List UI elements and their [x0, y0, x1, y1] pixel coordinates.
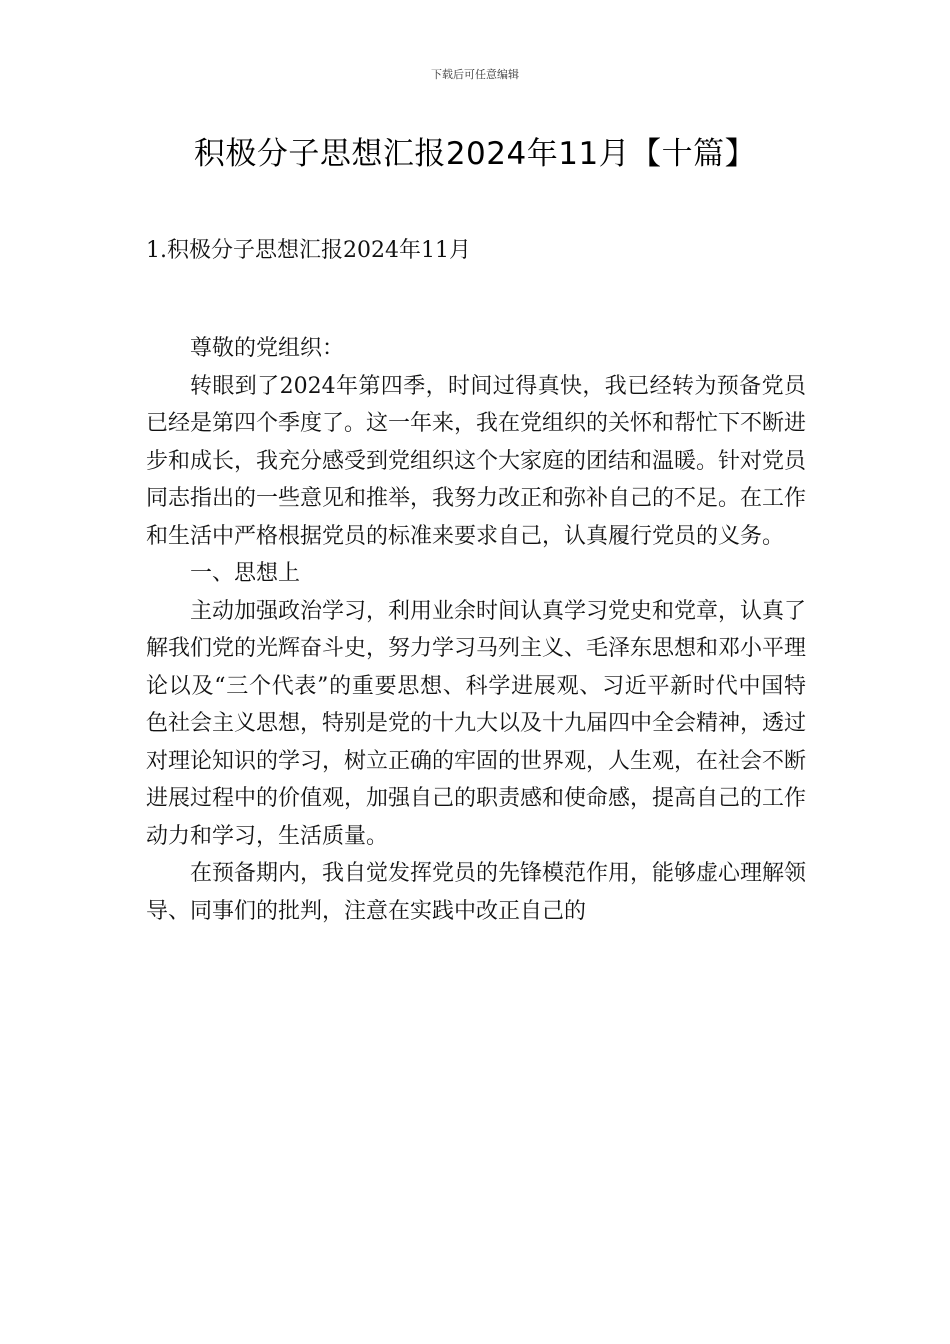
header-note: 下载后可任意编辑: [431, 68, 519, 81]
document-title: 积极分子思想汇报2024年11月【十篇】: [193, 136, 757, 172]
section-heading: 1.积极分子思想汇报2024年11月: [146, 238, 471, 263]
salutation: 尊敬的党组织：: [190, 336, 345, 361]
paragraph: 在预备期内，我自觉发挥党员的先锋模范作用，能够虚心理解领导、同事们的批判，注意在实践中改正自己的: [146, 861, 807, 924]
paragraph: 主动加强政治学习，利用业余时间认真学习党史和党章，认真了解我们党的光辉奋斗史，努力学习马列主义、毛泽东思想和邓小平理论以及“三个代表”的重要思想、科学进展观、习近平新时代中国特色社会主义思想，特别是党的十九大以及十九届四中全会精神，透过对理论知识的学习，树立正确的牢固的世界观，人生观，在社会不断进展过程中的价值观，加强自己的职责感和使命感，提高自己的工作动力和学习，生活质量。: [146, 598, 807, 849]
paragraph: 转眼到了2024年第四季，时间过得真快，我已经转为预备党员已经是第四个季度了。这一年来，我在党组织的关怀和帮忙下不断进步和成长，我充分感受到党组织这个大家庭的团结和温暖。针对党员同志指出的一些意见和推举，我努力改正和弥补自己的不足。在工作和生活中严格根据党员的标准来要求自己，认真履行党员的义务。: [146, 373, 807, 549]
subheading: 一、思想上: [190, 561, 301, 586]
document-body: [146, 330, 806, 930]
